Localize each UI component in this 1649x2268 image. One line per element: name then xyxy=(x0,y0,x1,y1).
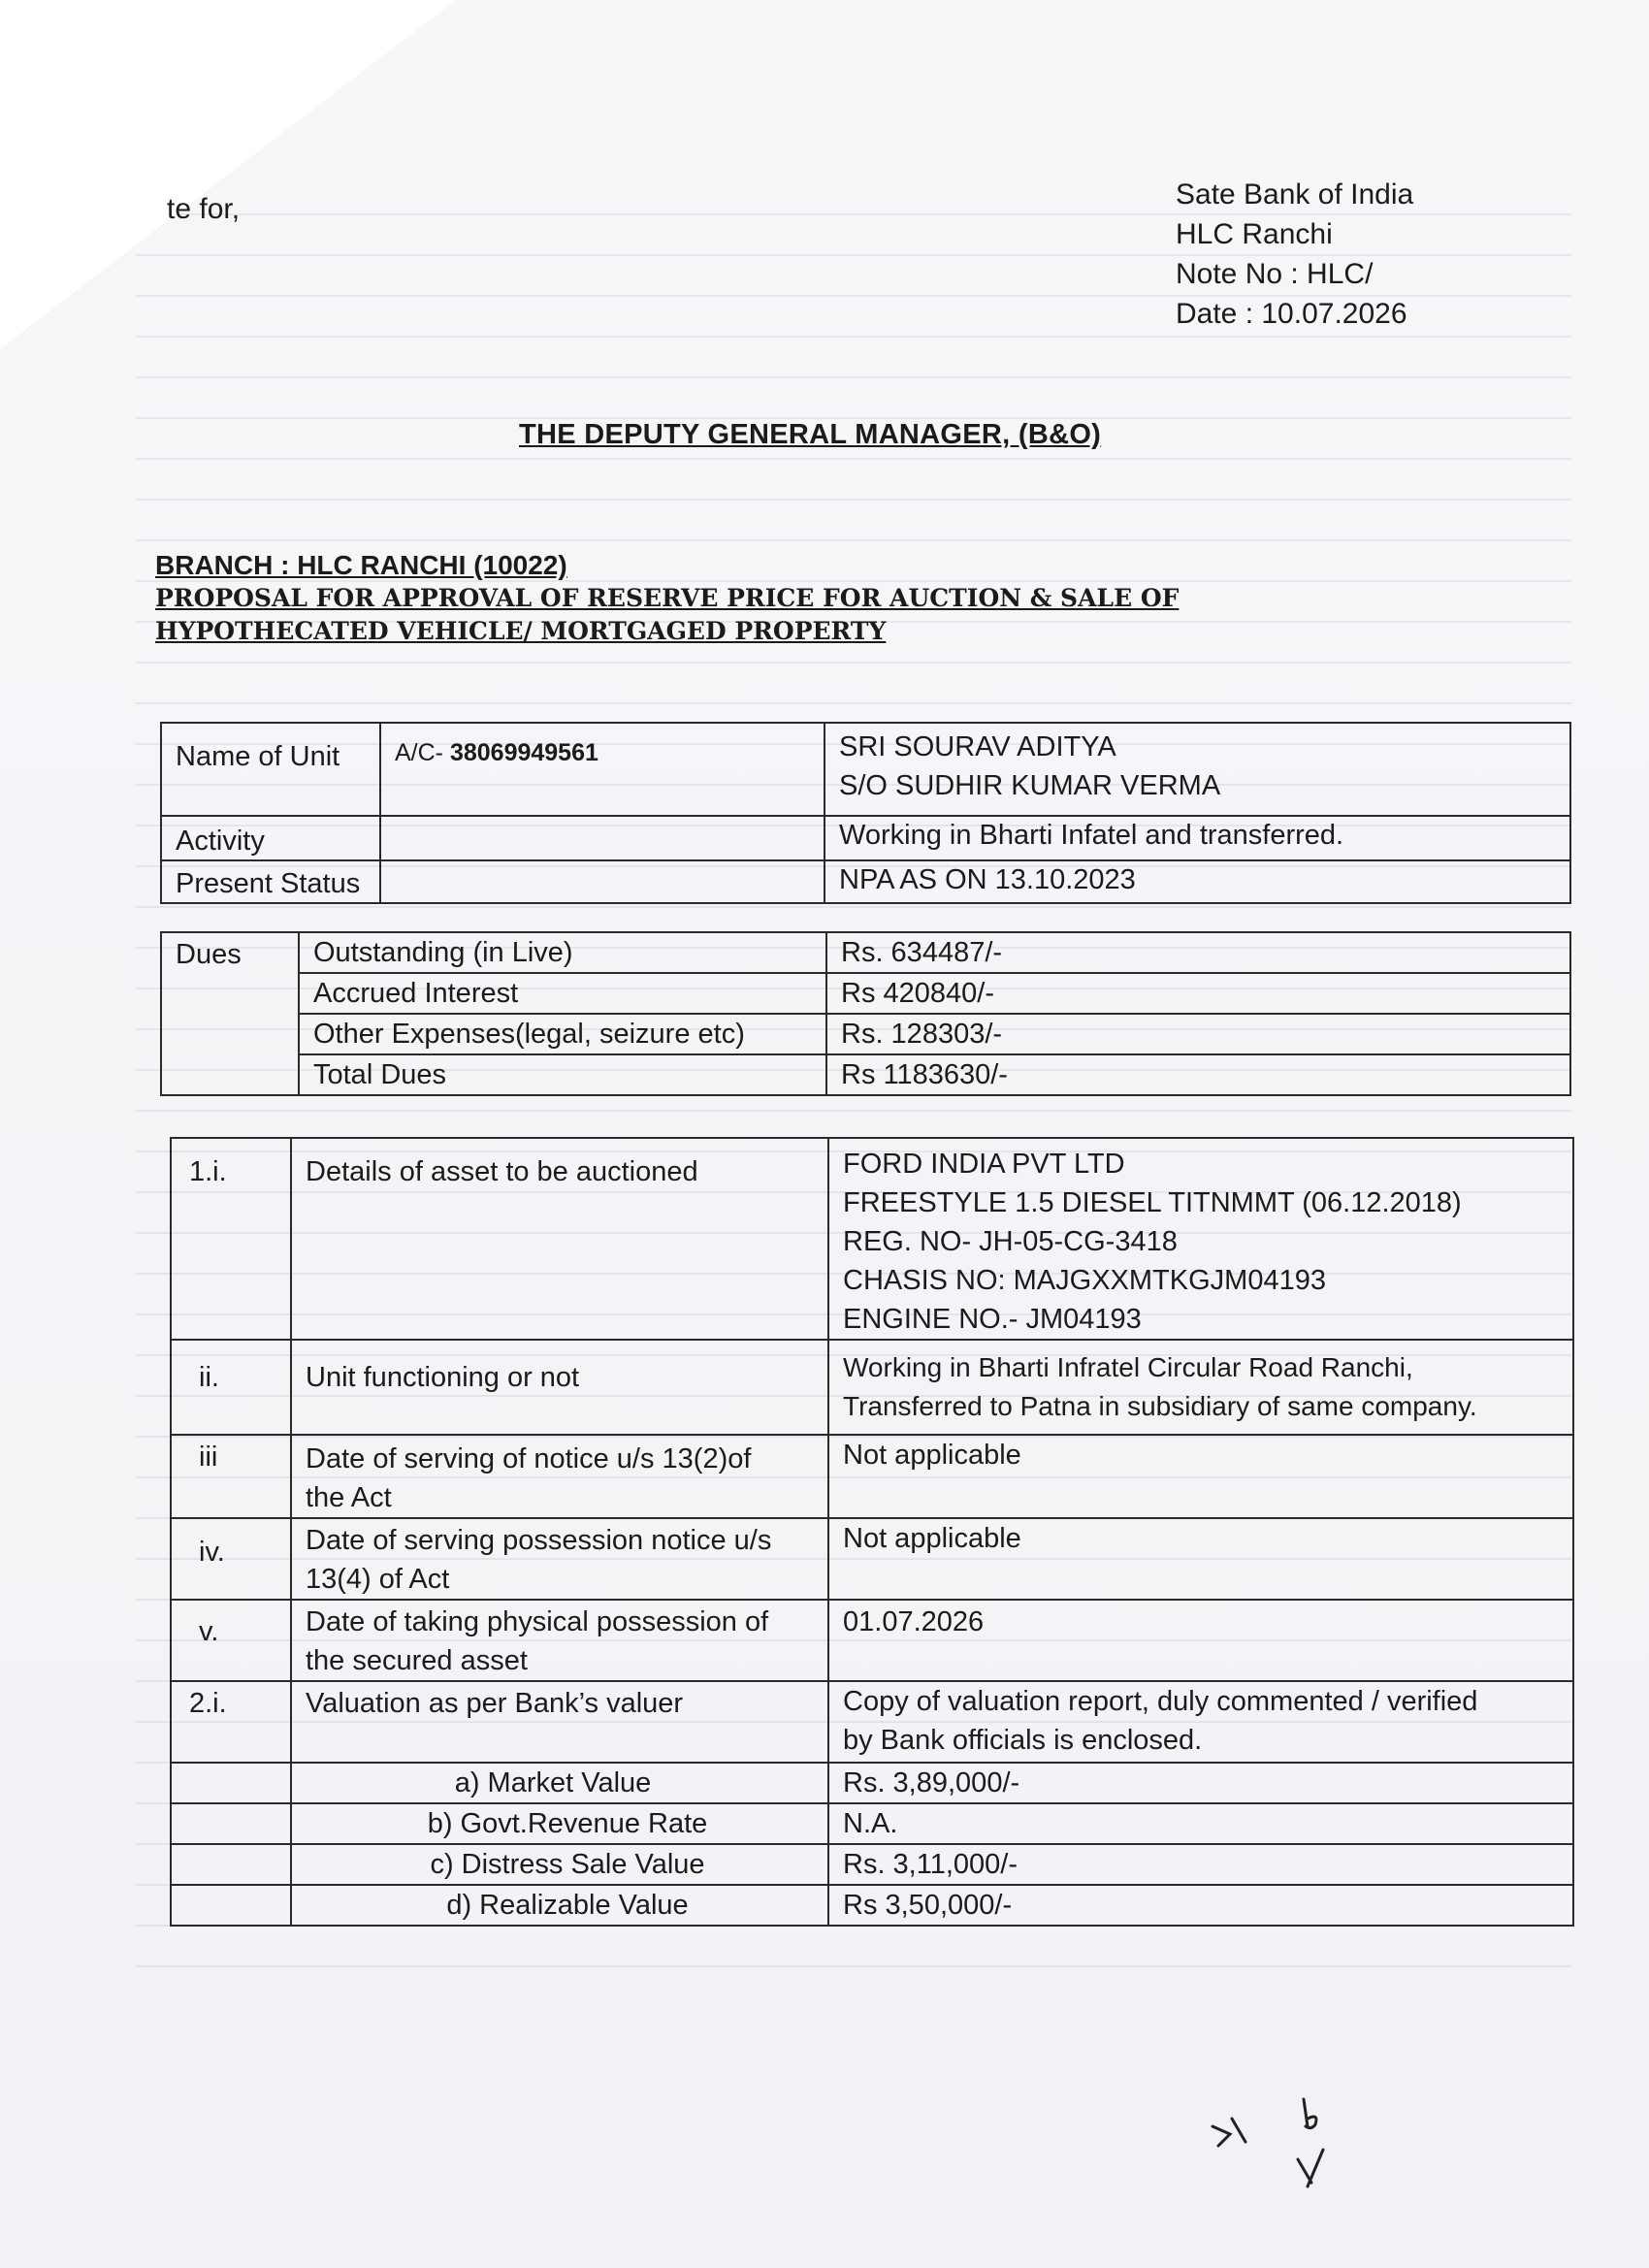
item-line: Date of serving possession notice u/s xyxy=(306,1525,772,1556)
asset-value: Not applicable xyxy=(828,1435,1573,1518)
dues-value: Rs. 634487/- xyxy=(826,932,1570,973)
asset-chassis-no: CHASIS NO: MAJGXXMTKGJM04193 xyxy=(843,1265,1326,1296)
asset-reg-no: REG. NO- JH-05-CG-3418 xyxy=(843,1226,1178,1257)
valuation-item: a) Market Value xyxy=(291,1763,828,1803)
dues-value: Rs 420840/- xyxy=(826,973,1570,1014)
account-cell xyxy=(380,723,824,816)
dues-value: Rs. 128303/- xyxy=(826,1014,1570,1054)
asset-item xyxy=(291,1518,828,1600)
note-date: Date : 10.07.2026 xyxy=(1176,298,1407,330)
status-value: NPA AS ON 13.10.2023 xyxy=(824,860,1570,903)
asset-item xyxy=(291,1600,828,1681)
status-blank xyxy=(380,860,824,903)
asset-item: Details of asset to be auctioned xyxy=(291,1138,828,1340)
activity-blank xyxy=(380,816,824,860)
blank-cell xyxy=(171,1885,291,1926)
borrower-name: SRI SOURAV ADITYA xyxy=(839,731,1116,762)
unit-table xyxy=(160,722,1571,904)
dues-label: Dues xyxy=(161,932,299,1095)
value-line: Transferred to Patna in subsidiary of same company. xyxy=(843,1391,1477,1421)
blank-cell xyxy=(171,1763,291,1803)
asset-details xyxy=(828,1138,1573,1340)
borrower-cell xyxy=(824,723,1570,816)
proposal-title-line2: HYPOTHECATED VEHICLE/ MORTGAGED PROPERTY xyxy=(155,617,887,645)
dues-item: Total Dues xyxy=(299,1054,826,1095)
blank-cell xyxy=(171,1844,291,1885)
branch-name: BRANCH : HLC RANCHI (10022) xyxy=(155,550,567,580)
valuation-value: Rs. 3,11,000/- xyxy=(828,1844,1573,1885)
account-number: 38069949561 xyxy=(449,739,598,766)
asset-table xyxy=(170,1137,1574,1927)
row-number: iv. xyxy=(171,1518,291,1600)
asset-model: FREESTYLE 1.5 DIESEL TITNMMT (06.12.2018) xyxy=(843,1187,1462,1218)
asset-engine-no: ENGINE NO.- JM04193 xyxy=(843,1304,1142,1335)
dues-item: Outstanding (in Live) xyxy=(299,932,826,973)
value-line: by Bank officials is enclosed. xyxy=(843,1725,1203,1756)
name-label: Name of Unit xyxy=(161,723,380,816)
folded-corner xyxy=(0,0,456,349)
valuation-item: b) Govt.Revenue Rate xyxy=(291,1803,828,1844)
row-number: 2.i. xyxy=(171,1681,291,1763)
valuation-item: d) Realizable Value xyxy=(291,1885,828,1926)
item-line: 13(4) of Act xyxy=(306,1564,450,1595)
account-prefix: A/C- xyxy=(395,739,443,766)
dues-value: Rs 1183630/- xyxy=(826,1054,1570,1095)
asset-make: FORD INDIA PVT LTD xyxy=(843,1149,1125,1180)
valuation-value: Rs 3,50,000/- xyxy=(828,1885,1573,1926)
asset-value xyxy=(828,1681,1573,1763)
item-line: Date of serving of notice u/s 13(2)of xyxy=(306,1443,752,1474)
item-line: Date of taking physical possession of xyxy=(306,1606,769,1637)
dues-item: Accrued Interest xyxy=(299,973,826,1014)
status-label: Present Status xyxy=(161,860,380,903)
bank-name: Sate Bank of India xyxy=(1176,178,1414,211)
row-number: v. xyxy=(171,1600,291,1681)
branch-block xyxy=(155,549,1179,648)
asset-value: Not applicable xyxy=(828,1518,1573,1600)
note-number: Note No : HLC/ xyxy=(1176,258,1374,290)
asset-value xyxy=(828,1340,1573,1435)
asset-item xyxy=(291,1435,828,1518)
value-line: Copy of valuation report, duly commented / verified xyxy=(843,1686,1478,1717)
handwritten-initials xyxy=(1203,2086,1358,2202)
row-number: iii xyxy=(171,1435,291,1518)
note-for-text: te for, xyxy=(167,193,241,225)
asset-value: 01.07.2026 xyxy=(828,1600,1573,1681)
addressee: THE DEPUTY GENERAL MANAGER, (B&O) xyxy=(519,419,1102,450)
dues-table xyxy=(160,931,1571,1096)
asset-item: Unit functioning or not xyxy=(291,1340,828,1435)
item-line: the secured asset xyxy=(306,1645,528,1676)
blank-cell xyxy=(171,1803,291,1844)
activity-value: Working in Bharti Infatel and transferred. xyxy=(824,816,1570,860)
activity-label: Activity xyxy=(161,816,380,860)
row-number: 1.i. xyxy=(171,1138,291,1340)
header-block xyxy=(1176,175,1413,334)
valuation-value: Rs. 3,89,000/- xyxy=(828,1763,1573,1803)
office-name: HLC Ranchi xyxy=(1176,218,1333,250)
valuation-item: c) Distress Sale Value xyxy=(291,1844,828,1885)
value-line: Working in Bharti Infratel Circular Road Ranchi, xyxy=(843,1352,1413,1382)
dues-item: Other Expenses(legal, seizure etc) xyxy=(299,1014,826,1054)
row-number: ii. xyxy=(171,1340,291,1435)
proposal-title-line1: PROPOSAL FOR APPROVAL OF RESERVE PRICE FOR AUCTION & SALE OF xyxy=(155,584,1180,612)
borrower-parent: S/O SUDHIR KUMAR VERMA xyxy=(839,770,1221,801)
valuation-value: N.A. xyxy=(828,1803,1573,1844)
item-line: the Act xyxy=(306,1482,392,1513)
asset-item: Valuation as per Bank’s valuer xyxy=(291,1681,828,1763)
